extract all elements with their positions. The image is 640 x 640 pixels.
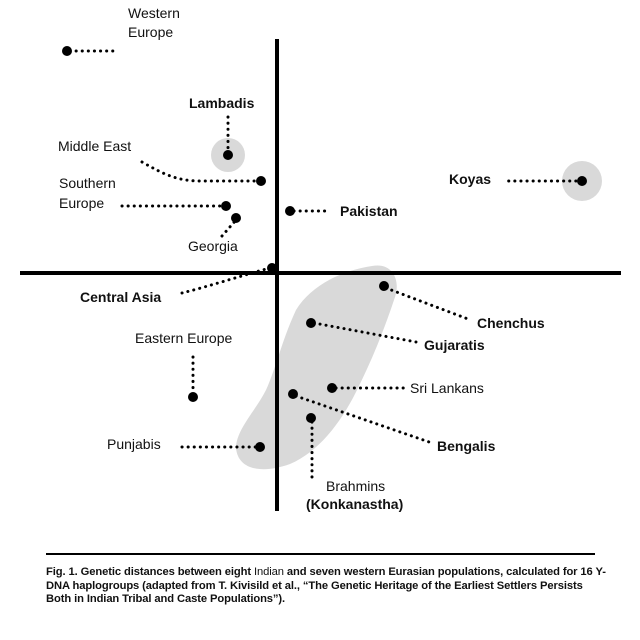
point-chenchus	[379, 281, 389, 291]
label-brahmins-line2: (Konkanastha)	[306, 496, 404, 512]
label-southern-europe-line2: Europe	[59, 195, 105, 211]
point-eastern-europe	[188, 392, 198, 402]
caption-text-b: Indian	[254, 566, 284, 578]
label-sri-lankans: Sri Lankans	[410, 380, 484, 396]
label-middle-east: Middle East	[58, 138, 132, 154]
point-middle-east	[256, 176, 266, 186]
label-eastern-europe: Eastern Europe	[135, 330, 233, 346]
point-gujaratis	[306, 318, 316, 328]
caption-text-a: Genetic distances between eight	[77, 566, 254, 578]
label-chenchus: Chenchus	[477, 315, 545, 331]
point-punjabis	[255, 442, 265, 452]
point-western-europe	[62, 46, 72, 56]
point-southern-europe	[221, 201, 231, 211]
point-koyas	[577, 176, 587, 186]
label-southern-europe-line1: Southern	[59, 175, 116, 191]
caption-figure-number: Fig. 1.	[46, 566, 78, 578]
label-western-europe-line1: Western	[128, 5, 180, 21]
point-lambadis	[223, 150, 233, 160]
label-gujaratis: Gujaratis	[424, 337, 485, 353]
label-bengalis: Bengalis	[437, 438, 496, 454]
point-bengalis	[288, 389, 298, 399]
label-pakistan: Pakistan	[340, 203, 398, 219]
point-sri-lankans	[327, 383, 337, 393]
label-western-europe-line2: Europe	[128, 24, 174, 40]
label-punjabis: Punjabis	[107, 436, 161, 452]
point-central-asia	[267, 263, 277, 273]
point-pakistan	[285, 206, 295, 216]
label-georgia: Georgia	[188, 238, 238, 254]
label-lambadis: Lambadis	[189, 95, 255, 111]
label-central-asia: Central Asia	[80, 289, 162, 305]
label-koyas: Koyas	[449, 171, 492, 187]
label-brahmins-line1: Brahmins	[326, 478, 386, 494]
caste-cluster-region	[236, 265, 397, 469]
caption-text-c: and seven western Eurasian populations, calculated for 16 Y-DNA haplogroups (adapted from T. Kivisild et al., “The Genetic Heritage of the Earliest Settlers Persists Both in Indian Tribal and Caste Populations”).	[46, 566, 606, 606]
point-brahmins	[306, 413, 316, 423]
point-georgia	[231, 213, 241, 223]
figure-caption	[46, 566, 606, 607]
